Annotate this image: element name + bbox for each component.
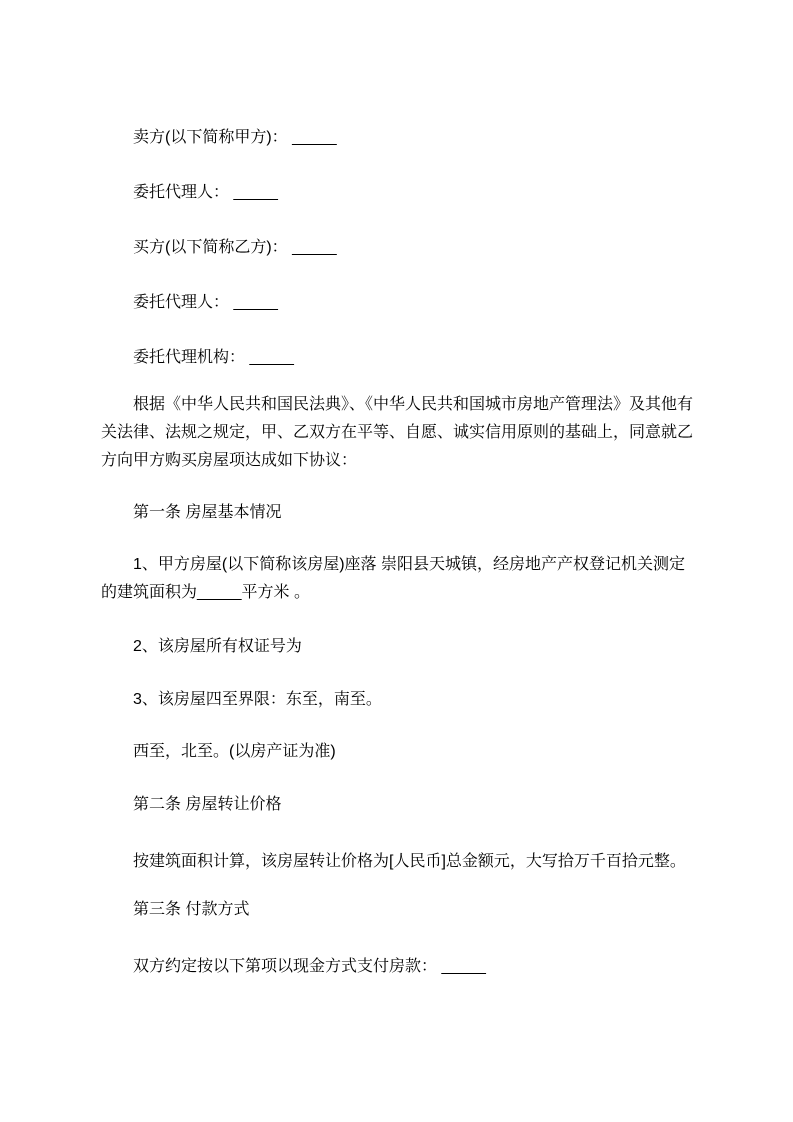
preamble-line-2: 关法律、法规之规定，甲、乙双方在平等、自愿、诚实信用原则的基础上，同意就乙 xyxy=(101,424,694,441)
seller-agent-line: 委托代理人： _____ xyxy=(133,184,278,201)
article-2-heading: 第二条 房屋转让价格 xyxy=(133,796,282,813)
clause-3-line: 3、该房屋四至界限：东至，南至。 xyxy=(133,691,382,708)
seller-line: 卖方(以下简称甲方)： _____ xyxy=(133,129,337,146)
agency-line: 委托代理机构： _____ xyxy=(133,349,294,366)
buyer-line: 买方(以下简称乙方)： _____ xyxy=(133,239,337,256)
clause-3-cont-line: 西至，北至。(以房产证为准) xyxy=(133,743,336,760)
preamble-line-1: 根据《中华人民共和国民法典》、《中华人民共和国城市房地产管理法》及其他有 xyxy=(133,396,694,413)
clause-1-line-2: 的建筑面积为_____平方米 。 xyxy=(101,584,310,601)
article-1-heading: 第一条 房屋基本情况 xyxy=(133,504,282,521)
buyer-agent-line: 委托代理人： _____ xyxy=(133,294,278,311)
article-3-body-line: 双方约定按以下第项以现金方式支付房款： _____ xyxy=(133,958,486,975)
article-3-heading: 第三条 付款方式 xyxy=(133,901,250,918)
preamble-line-3: 方向甲方购买房屋项达成如下协议： xyxy=(101,452,358,469)
clause-2-line: 2、该房屋所有权证号为 xyxy=(133,638,302,655)
clause-1-line-1: 1、甲方房屋(以下简称该房屋)座落 崇阳县天城镇，经房地产产权登记机关测定 xyxy=(133,556,686,573)
article-2-body-line: 按建筑面积计算，该房屋转让价格为[人民币]总金额元，大写拾万千百拾元整。 xyxy=(133,853,686,870)
